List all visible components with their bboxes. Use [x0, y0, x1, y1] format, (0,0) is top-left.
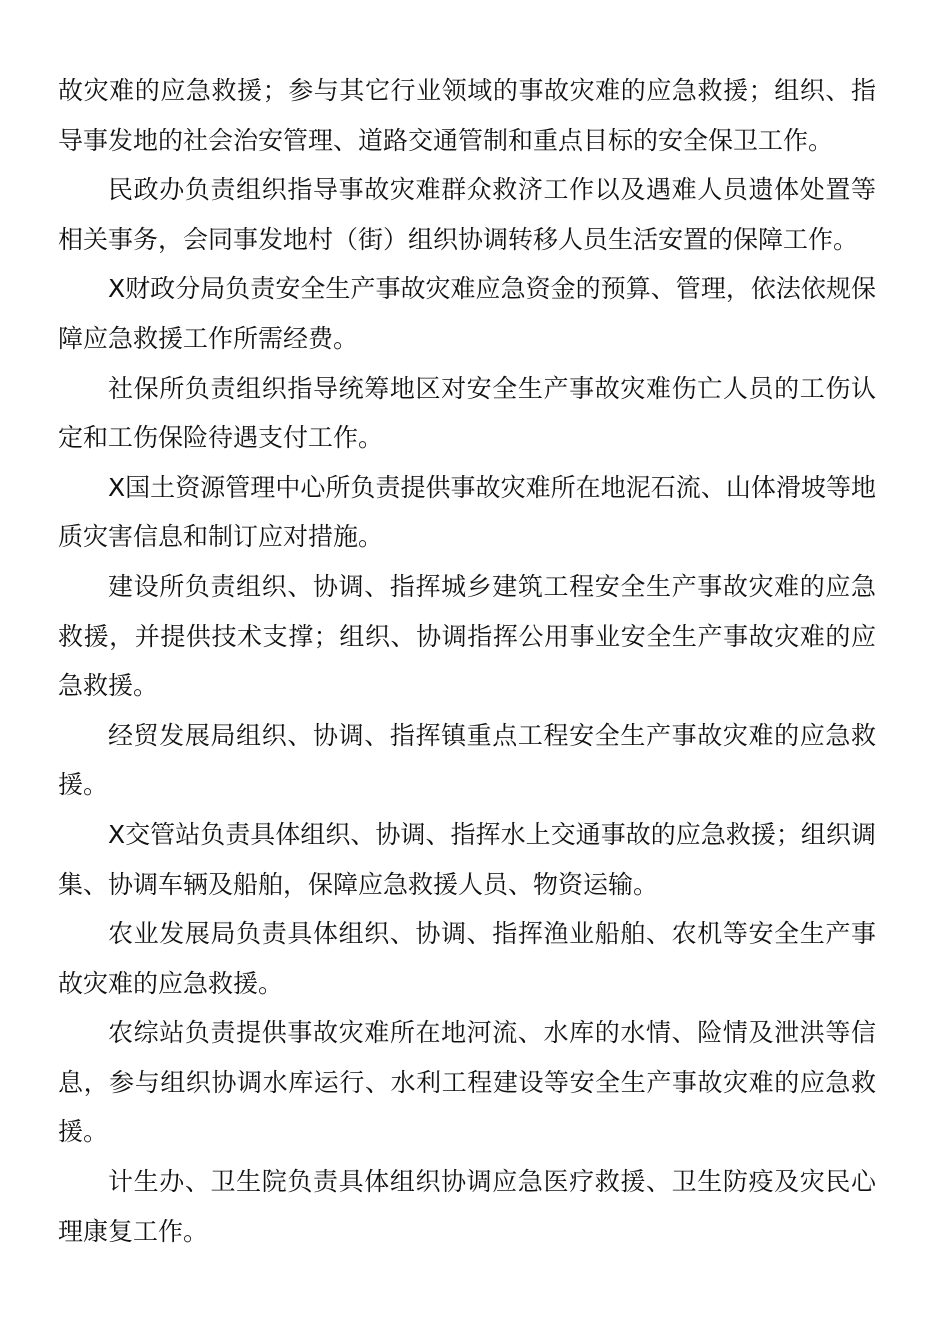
- paragraph-civil-affairs: 民政办负责组织指导事故灾难群众救济工作以及遇难人员遗体处置等相关事务，会同事发地村（街）组织协调转移人员生活安置的保障工作。: [58, 175, 876, 254]
- paragraph-traffic-station: X交管站负责具体组织、协调、指挥水上交通事故的应急救援；组织调集、协调车辆及船舶，保障应急救援人员、物资运输。: [58, 819, 876, 899]
- document-body: [58, 66, 876, 1256]
- paragraph-construction: 建设所负责组织、协调、指挥城乡建筑工程安全生产事故灾难的应急救援，并提供技术支撑；组织、协调指挥公用事业安全生产事故灾难的应急救援。: [58, 571, 876, 701]
- paragraph-finance: X财政分局负责安全生产事故灾难应急资金的预算、管理，依法依规保障应急救援工作所需经费。: [58, 274, 876, 353]
- paragraph-land-resources: X国土资源管理中心所负责提供事故灾难所在地泥石流、山体滑坡等地质灾害信息和制订应对措施。: [58, 472, 876, 552]
- paragraph-health: 计生办、卫生院负责具体组织协调应急医疗救援、卫生防疫及灾民心理康复工作。: [58, 1167, 876, 1246]
- paragraph-social-security: 社保所负责组织指导统筹地区对安全生产事故灾难伤亡人员的工伤认定和工伤保险待遇支付工作。: [58, 373, 876, 453]
- paragraph-agriculture: 农业发展局负责具体组织、协调、指挥渔业船舶、农机等安全生产事故灾难的应急救援。: [58, 919, 876, 998]
- paragraph-public-security-continued: 故灾难的应急救援；参与其它行业领域的事故灾难的应急救援；组织、指导事发地的社会治安管理、道路交通管制和重点目标的安全保卫工作。: [58, 76, 876, 155]
- paragraph-economic-trade: 经贸发展局组织、协调、指挥镇重点工程安全生产事故灾难的应急救援。: [58, 720, 876, 800]
- paragraph-water-station: 农综站负责提供事故灾难所在地河流、水库的水情、险情及泄洪等信息，参与组织协调水库运行、水利工程建设等安全生产事故灾难的应急救援。: [58, 1018, 876, 1147]
